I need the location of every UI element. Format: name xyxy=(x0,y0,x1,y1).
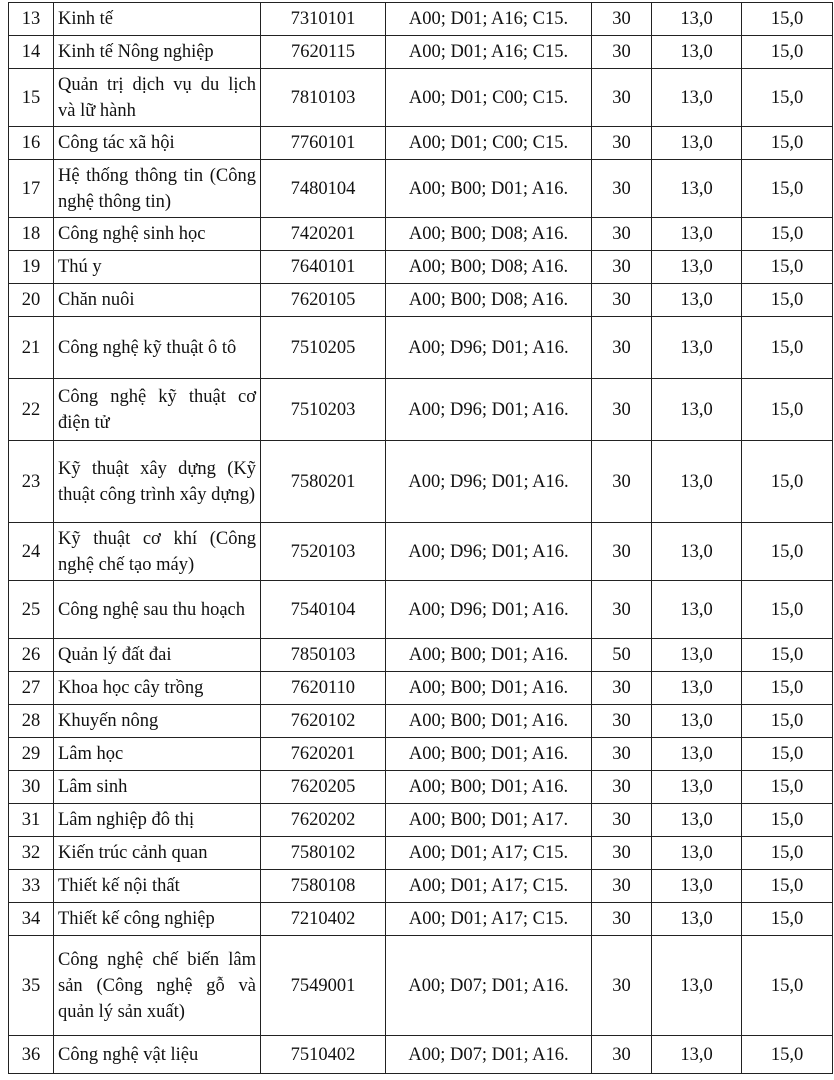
major-code: 7620115 xyxy=(261,36,386,69)
table-row xyxy=(9,804,833,837)
min-score: 13,0 xyxy=(652,804,742,837)
min-score: 13,0 xyxy=(652,639,742,672)
subject-combination: A00; D96; D01; A16. xyxy=(386,523,592,581)
max-score: 15,0 xyxy=(742,837,833,870)
table-row xyxy=(9,379,833,441)
table-row xyxy=(9,672,833,705)
major-name: Chăn nuôi xyxy=(54,284,261,317)
major-code: 7510402 xyxy=(261,1036,386,1074)
max-score: 15,0 xyxy=(742,804,833,837)
min-score: 13,0 xyxy=(652,523,742,581)
major-name: Quản trị dịch vụ du lịch và lữ hành xyxy=(54,69,261,127)
min-score: 13,0 xyxy=(652,3,742,36)
subject-combination: A00; B00; D01; A17. xyxy=(386,804,592,837)
major-code: 7620105 xyxy=(261,284,386,317)
table-row xyxy=(9,936,833,1036)
major-name: Thiết kế nội thất xyxy=(54,870,261,903)
max-score: 15,0 xyxy=(742,3,833,36)
min-score: 13,0 xyxy=(652,870,742,903)
row-number: 32 xyxy=(9,837,54,870)
table-row xyxy=(9,837,833,870)
min-score: 13,0 xyxy=(652,317,742,379)
table-row xyxy=(9,441,833,523)
subject-combination: A00; D01; A17; C15. xyxy=(386,837,592,870)
major-name: Thiết kế công nghiệp xyxy=(54,903,261,936)
max-score: 15,0 xyxy=(742,69,833,127)
min-score: 13,0 xyxy=(652,379,742,441)
major-code: 7210402 xyxy=(261,903,386,936)
major-name: Kinh tế Nông nghiệp xyxy=(54,36,261,69)
row-number: 15 xyxy=(9,69,54,127)
table-row xyxy=(9,771,833,804)
table-row xyxy=(9,218,833,251)
major-code: 7540104 xyxy=(261,581,386,639)
major-name: Thú y xyxy=(54,251,261,284)
quota: 30 xyxy=(592,317,652,379)
major-name: Công nghệ sau thu hoạch xyxy=(54,581,261,639)
max-score: 15,0 xyxy=(742,218,833,251)
major-name: Kinh tế xyxy=(54,3,261,36)
major-code: 7760101 xyxy=(261,127,386,160)
row-number: 18 xyxy=(9,218,54,251)
major-name: Kỹ thuật cơ khí (Công nghệ chế tạo máy) xyxy=(54,523,261,581)
table-row xyxy=(9,639,833,672)
major-name: Công nghệ kỹ thuật ô tô xyxy=(54,317,261,379)
table-row xyxy=(9,903,833,936)
major-code: 7620202 xyxy=(261,804,386,837)
quota: 30 xyxy=(592,284,652,317)
subject-combination: A00; D01; A16; C15. xyxy=(386,3,592,36)
subject-combination: A00; B00; D01; A16. xyxy=(386,705,592,738)
row-number: 14 xyxy=(9,36,54,69)
max-score: 15,0 xyxy=(742,705,833,738)
major-name: Công nghệ kỹ thuật cơ điện tử xyxy=(54,379,261,441)
subject-combination: A00; B00; D01; A16. xyxy=(386,639,592,672)
major-name: Công nghệ chế biến lâm sản (Công nghệ gỗ và quản lý sản xuất) xyxy=(54,936,261,1036)
table-row xyxy=(9,581,833,639)
major-code: 7549001 xyxy=(261,936,386,1036)
table-row xyxy=(9,160,833,218)
major-code: 7520103 xyxy=(261,523,386,581)
major-code: 7310101 xyxy=(261,3,386,36)
min-score: 13,0 xyxy=(652,705,742,738)
quota: 30 xyxy=(592,218,652,251)
max-score: 15,0 xyxy=(742,1036,833,1074)
row-number: 22 xyxy=(9,379,54,441)
major-code: 7480104 xyxy=(261,160,386,218)
min-score: 13,0 xyxy=(652,69,742,127)
row-number: 20 xyxy=(9,284,54,317)
table-body xyxy=(9,3,833,1074)
row-number: 13 xyxy=(9,3,54,36)
subject-combination: A00; D01; A17; C15. xyxy=(386,903,592,936)
subject-combination: A00; B00; D08; A16. xyxy=(386,284,592,317)
major-code: 7580108 xyxy=(261,870,386,903)
max-score: 15,0 xyxy=(742,870,833,903)
major-code: 7810103 xyxy=(261,69,386,127)
quota: 30 xyxy=(592,837,652,870)
quota: 30 xyxy=(592,581,652,639)
quota: 30 xyxy=(592,36,652,69)
row-number: 36 xyxy=(9,1036,54,1074)
quota: 30 xyxy=(592,705,652,738)
major-code: 7850103 xyxy=(261,639,386,672)
major-code: 7620110 xyxy=(261,672,386,705)
row-number: 29 xyxy=(9,738,54,771)
max-score: 15,0 xyxy=(742,936,833,1036)
major-name: Quản lý đất đai xyxy=(54,639,261,672)
subject-combination: A00; D01; C00; C15. xyxy=(386,69,592,127)
row-number: 17 xyxy=(9,160,54,218)
major-name: Công nghệ sinh học xyxy=(54,218,261,251)
subject-combination: A00; B00; D01; A16. xyxy=(386,771,592,804)
min-score: 13,0 xyxy=(652,441,742,523)
max-score: 15,0 xyxy=(742,672,833,705)
row-number: 35 xyxy=(9,936,54,1036)
row-number: 25 xyxy=(9,581,54,639)
table-row xyxy=(9,1036,833,1074)
row-number: 19 xyxy=(9,251,54,284)
min-score: 13,0 xyxy=(652,581,742,639)
row-number: 16 xyxy=(9,127,54,160)
max-score: 15,0 xyxy=(742,903,833,936)
min-score: 13,0 xyxy=(652,738,742,771)
subject-combination: A00; D96; D01; A16. xyxy=(386,379,592,441)
table-row xyxy=(9,251,833,284)
subject-combination: A00; B00; D01; A16. xyxy=(386,738,592,771)
quota: 30 xyxy=(592,738,652,771)
table-row xyxy=(9,36,833,69)
quota: 50 xyxy=(592,639,652,672)
major-code: 7420201 xyxy=(261,218,386,251)
subject-combination: A00; D07; D01; A16. xyxy=(386,936,592,1036)
row-number: 33 xyxy=(9,870,54,903)
quota: 30 xyxy=(592,870,652,903)
subject-combination: A00; D01; A17; C15. xyxy=(386,870,592,903)
quota: 30 xyxy=(592,804,652,837)
subject-combination: A00; D96; D01; A16. xyxy=(386,581,592,639)
max-score: 15,0 xyxy=(742,771,833,804)
row-number: 34 xyxy=(9,903,54,936)
major-name: Công tác xã hội xyxy=(54,127,261,160)
max-score: 15,0 xyxy=(742,379,833,441)
table-row xyxy=(9,284,833,317)
row-number: 27 xyxy=(9,672,54,705)
max-score: 15,0 xyxy=(742,36,833,69)
row-number: 23 xyxy=(9,441,54,523)
major-code: 7510203 xyxy=(261,379,386,441)
row-number: 21 xyxy=(9,317,54,379)
row-number: 26 xyxy=(9,639,54,672)
major-code: 7620205 xyxy=(261,771,386,804)
min-score: 13,0 xyxy=(652,936,742,1036)
major-name: Hệ thống thông tin (Công nghệ thông tin) xyxy=(54,160,261,218)
table-row xyxy=(9,317,833,379)
min-score: 13,0 xyxy=(652,251,742,284)
table-row xyxy=(9,705,833,738)
major-name: Lâm sinh xyxy=(54,771,261,804)
major-name: Kiến trúc cảnh quan xyxy=(54,837,261,870)
subject-combination: A00; D96; D01; A16. xyxy=(386,441,592,523)
quota: 30 xyxy=(592,936,652,1036)
min-score: 13,0 xyxy=(652,837,742,870)
quota: 30 xyxy=(592,3,652,36)
max-score: 15,0 xyxy=(742,738,833,771)
major-code: 7580102 xyxy=(261,837,386,870)
quota: 30 xyxy=(592,1036,652,1074)
subject-combination: A00; B00; D01; A16. xyxy=(386,160,592,218)
min-score: 13,0 xyxy=(652,903,742,936)
table-row xyxy=(9,3,833,36)
max-score: 15,0 xyxy=(742,251,833,284)
min-score: 13,0 xyxy=(652,127,742,160)
major-code: 7510205 xyxy=(261,317,386,379)
min-score: 13,0 xyxy=(652,284,742,317)
table-row xyxy=(9,127,833,160)
table-row xyxy=(9,69,833,127)
major-code: 7580201 xyxy=(261,441,386,523)
subject-combination: A00; B00; D08; A16. xyxy=(386,251,592,284)
subject-combination: A00; B00; D01; A16. xyxy=(386,672,592,705)
min-score: 13,0 xyxy=(652,160,742,218)
subject-combination: A00; D96; D01; A16. xyxy=(386,317,592,379)
major-code: 7620201 xyxy=(261,738,386,771)
max-score: 15,0 xyxy=(742,127,833,160)
min-score: 13,0 xyxy=(652,218,742,251)
quota: 30 xyxy=(592,441,652,523)
major-code: 7640101 xyxy=(261,251,386,284)
max-score: 15,0 xyxy=(742,160,833,218)
subject-combination: A00; D07; D01; A16. xyxy=(386,1036,592,1074)
quota: 30 xyxy=(592,672,652,705)
min-score: 13,0 xyxy=(652,36,742,69)
min-score: 13,0 xyxy=(652,1036,742,1074)
row-number: 28 xyxy=(9,705,54,738)
min-score: 13,0 xyxy=(652,771,742,804)
quota: 30 xyxy=(592,251,652,284)
row-number: 30 xyxy=(9,771,54,804)
max-score: 15,0 xyxy=(742,284,833,317)
major-name: Lâm học xyxy=(54,738,261,771)
quota: 30 xyxy=(592,771,652,804)
major-name: Kỹ thuật xây dựng (Kỹ thuật công trình xây dựng) xyxy=(54,441,261,523)
min-score: 13,0 xyxy=(652,672,742,705)
quota: 30 xyxy=(592,903,652,936)
table-row xyxy=(9,870,833,903)
row-number: 31 xyxy=(9,804,54,837)
quota: 30 xyxy=(592,127,652,160)
subject-combination: A00; B00; D08; A16. xyxy=(386,218,592,251)
quota: 30 xyxy=(592,523,652,581)
quota: 30 xyxy=(592,379,652,441)
subject-combination: A00; D01; A16; C15. xyxy=(386,36,592,69)
max-score: 15,0 xyxy=(742,581,833,639)
quota: 30 xyxy=(592,69,652,127)
max-score: 15,0 xyxy=(742,317,833,379)
max-score: 15,0 xyxy=(742,523,833,581)
quota: 30 xyxy=(592,160,652,218)
max-score: 15,0 xyxy=(742,639,833,672)
major-code: 7620102 xyxy=(261,705,386,738)
major-name: Công nghệ vật liệu xyxy=(54,1036,261,1074)
major-name: Khuyến nông xyxy=(54,705,261,738)
major-name: Lâm nghiệp đô thị xyxy=(54,804,261,837)
major-name: Khoa học cây trồng xyxy=(54,672,261,705)
row-number: 24 xyxy=(9,523,54,581)
admission-table xyxy=(8,2,833,1074)
table-row xyxy=(9,738,833,771)
max-score: 15,0 xyxy=(742,441,833,523)
table-row xyxy=(9,523,833,581)
subject-combination: A00; D01; C00; C15. xyxy=(386,127,592,160)
